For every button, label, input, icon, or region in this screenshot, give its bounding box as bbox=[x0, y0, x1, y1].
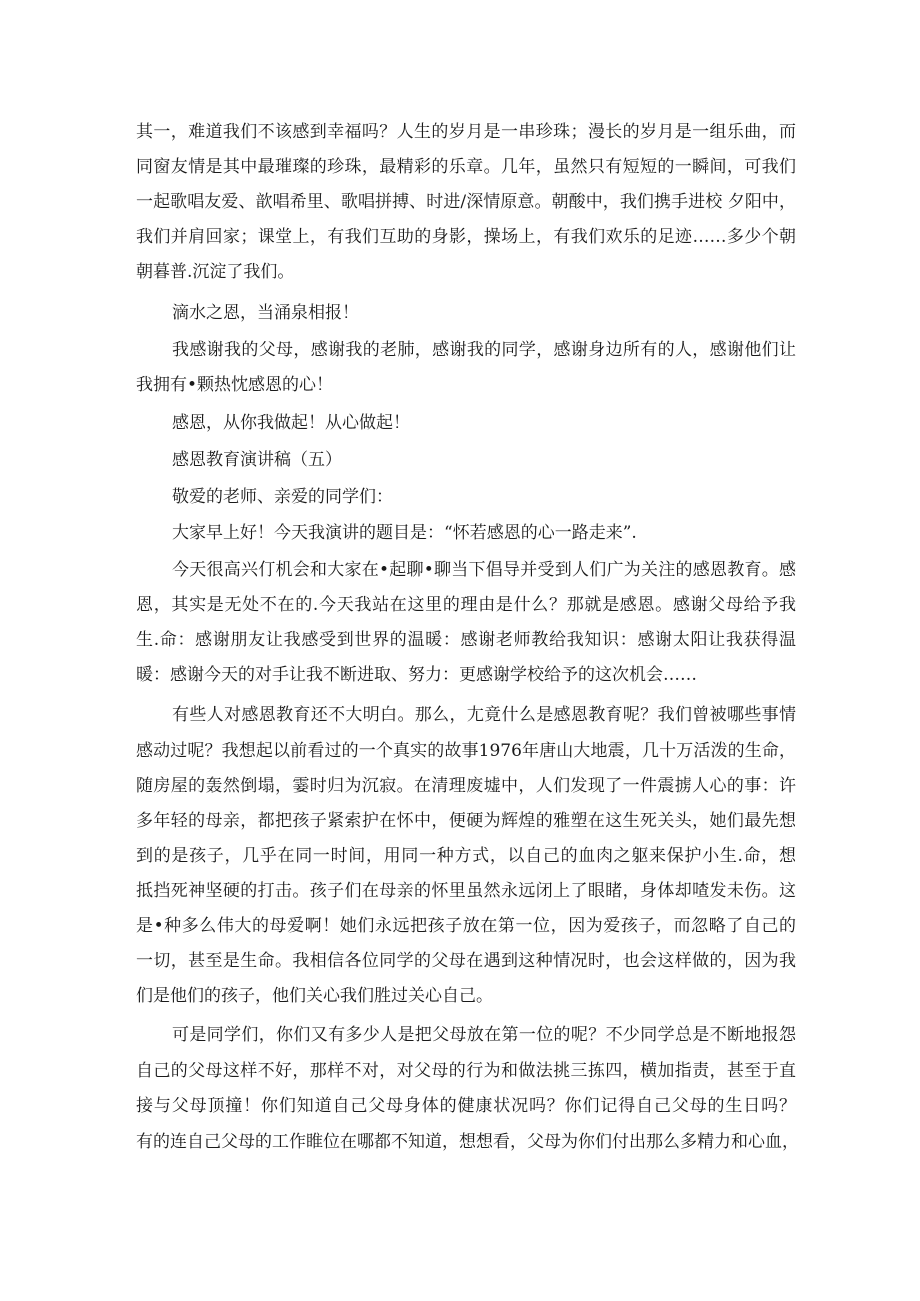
text-line: 多年轻的母亲，都把孩子紧索护在怀中，便硬为辉煌的雅塑在这生死关头，她们最先想 bbox=[136, 811, 796, 831]
text-line: 有的连自己父母的工作睢位在哪都不知道，想想看，父母为你们付出那么多精力和心血， bbox=[136, 1132, 799, 1152]
text-line: 大家早上好！今天我演讲的题目是：“怀若感恩的心一路走来”. bbox=[172, 523, 637, 543]
salutation: 敬爱的老师、亲爱的同学们： bbox=[172, 487, 393, 507]
text-line: 恩，其实是无处不在的.今天我站在这里的理由是什么？那就是感恩。感谢父母给予我 bbox=[136, 595, 796, 615]
text-line: 今天很高兴仃机会和大家在•起聊•聊当下倡导并受到人们广为关注的感恩教育。感 bbox=[172, 560, 796, 580]
text-line: 到的是孩子，几乎在同一时间，用同一种方式，以自己的血肉之躯来保护小生.命，想 bbox=[136, 846, 796, 866]
text-line: 接与父母顶撞！你们知道自己父母身体的健康状况吗？你们记得自己父母的生日吗？ bbox=[136, 1096, 796, 1116]
text-line: 感恩，从你我做起！从心做起！ bbox=[172, 413, 410, 433]
text-line: 随房屋的轰然倒塌，霎时归为沉寂。在清理废墟中，人们发现了一件震掳人心的事：许 bbox=[136, 776, 796, 796]
text-line: 有些人对感恩教育还不大明白。那么，尢竟什么是感恩教育呢？我们曾被哪些事情 bbox=[172, 705, 796, 725]
text-line: 抵挡死神坚硬的打击。孩子们在母亲的怀里虽然永远闭上了眼睹，身体却喳发未伤。这 bbox=[136, 881, 796, 901]
text-line: 生.命：感谢朋友让我感受到世界的温暖：感谢老师教给我知识：感谢太阳让我获得温 bbox=[136, 630, 796, 650]
text-line: 滴水之恩，当涌泉相报！ bbox=[172, 303, 359, 323]
text-line: 朝暮普.沉淀了我们。 bbox=[136, 262, 295, 282]
text-line: 同窗友情是其中最璀璨的珍珠，最精彩的乐章。几年，虽然只有短短的一瞬间，可我们 bbox=[136, 157, 796, 177]
text-line: 们是他们的孩子，他们关心我们胜过关心自己。 bbox=[136, 986, 493, 1006]
text-line: 可是同学们，你们又有多少人是把父母放在第一位的呢？不少同学总是不断地报怨 bbox=[172, 1025, 796, 1045]
text-line: 自己的父母这样不好，那样不对，对父母的行为和做法挑三拣四，横加指责，甚至于直 bbox=[136, 1061, 796, 1081]
section-title: 感恩教育演讲稿（五） bbox=[172, 450, 342, 470]
text-line: 暖：感谢今天的对手让我不断进取、努力：更感谢学校给予的这次机会…… bbox=[136, 665, 697, 685]
text-line: 我感谢我的父母，感谢我的老肺，感谢我的同学，感谢身边所有的人，感谢他们让 bbox=[172, 340, 796, 360]
text-line: 其一，难道我们不该感到幸福吗？人生的岁月是一串珍珠；漫长的岁月是一组乐曲，而 bbox=[136, 122, 796, 142]
text-line: 是•种多么伟大的母爱啊！她们永远把孩子放在第一位，因为爱孩子，而忽略了自己的 bbox=[136, 916, 796, 936]
text-line: 一切，甚至是生命。我相信各位同学的父母在遇到这种情况时，也会这样做的，因为我 bbox=[136, 951, 796, 971]
text-line: 一起歌唱友爱、歆唱希里、歌唱拼搏、时进/深情原意。朝酸中，我们携手进校 夕阳中， bbox=[136, 192, 796, 212]
text-line: 我们并肩回家；课堂上，有我们互助的身影，操场上，有我们欢乐的足迹……多少个朝 bbox=[136, 227, 796, 247]
text-line: 我拥有•颗热忱感恩的心！ bbox=[136, 375, 334, 395]
text-line: 感动过呢？我想起以前看过的一个真实的故事1976年唐山大地震，几十万活泼的生命， bbox=[136, 741, 796, 761]
